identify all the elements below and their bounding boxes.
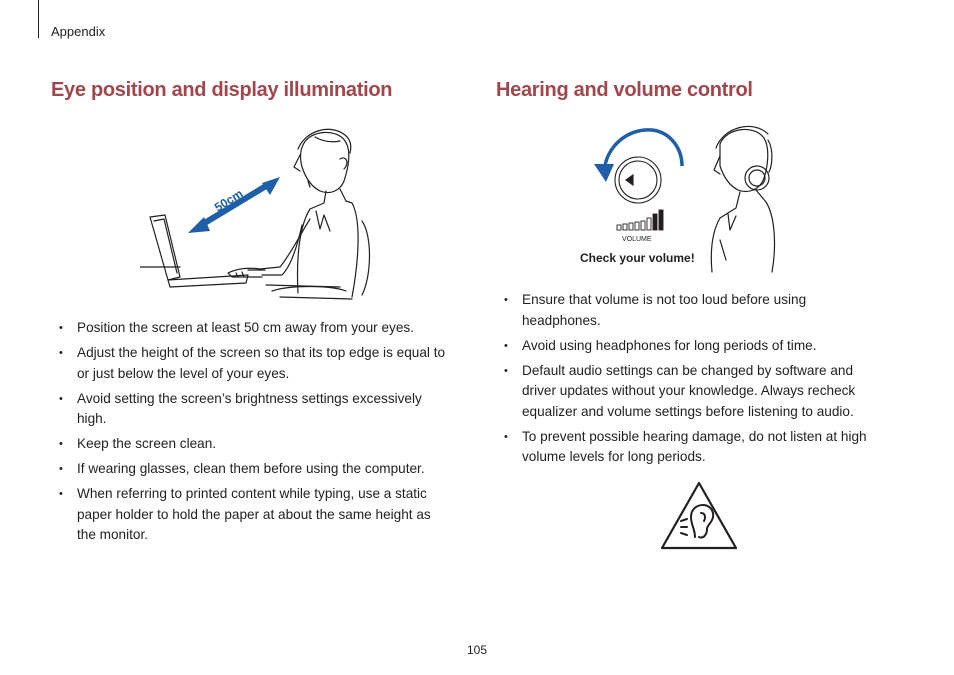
page-number: 105	[466, 643, 488, 657]
list-item	[51, 459, 446, 480]
eye-position-title: Eye position and display illumination	[51, 79, 393, 101]
list-item-text: When referring to printed content while typing, use a static paper holder to hold the paper at about the same height as the monitor.	[77, 486, 431, 542]
hearing-title: Hearing and volume control	[496, 79, 753, 101]
section-label: Appendix	[51, 24, 106, 39]
list-item	[496, 427, 886, 468]
bullet-dot: •	[504, 339, 508, 352]
list-item-text: Avoid using headphones for long periods of time.	[522, 337, 817, 353]
distance-label: 50cm	[211, 186, 246, 215]
volume-label: VOLUME	[622, 236, 652, 243]
bullet-dot: •	[59, 463, 63, 475]
list-item-text: Keep the screen clean.	[77, 436, 217, 451]
bullet-dot: •	[59, 322, 63, 334]
list-item	[51, 318, 446, 339]
list-item	[51, 343, 446, 384]
list-item-text: Position the screen at least 50 cm away from your eyes.	[77, 320, 414, 335]
bullet-dot: •	[59, 392, 63, 405]
person-with-headphones	[711, 126, 774, 272]
bullet-dot: •	[504, 430, 508, 443]
list-item-text: Avoid setting the screen’s brightness settings excessively high.	[77, 390, 422, 426]
list-item	[51, 389, 446, 430]
volume-knob	[615, 157, 661, 203]
list-item	[51, 434, 446, 455]
list-item-text: Ensure that volume is not too loud before using headphones.	[522, 292, 807, 328]
list-item	[496, 290, 886, 331]
bullet-dot: •	[59, 347, 63, 359]
list-item	[496, 361, 886, 423]
bullet-dot: •	[59, 488, 63, 500]
hearing-list	[496, 290, 886, 472]
eye-distance-illustration	[140, 125, 372, 305]
header-divider	[38, 0, 39, 38]
bullet-dot: •	[59, 438, 63, 450]
list-item	[51, 484, 446, 546]
volume-rotate-arrow	[594, 130, 682, 182]
bullet-dot: •	[504, 294, 508, 306]
list-item-text: Default audio settings can be changed by software and driver updates without your knowledge. Always recheck equalizer and volume settings before listening to audio.	[522, 362, 856, 419]
eye-position-list	[51, 318, 446, 550]
volume-caption: Check your volume!	[580, 251, 695, 265]
bullet-dot: •	[504, 364, 508, 377]
list-item	[496, 336, 886, 357]
hearing-warning-icon	[659, 479, 739, 551]
list-item-text: Adjust the height of the screen so that its top edge is equal to or just below the level of your eyes.	[77, 345, 446, 381]
list-item-text: To prevent possible hearing damage, do not listen at high volume levels for long periods.	[522, 428, 867, 464]
list-item-text: If wearing glasses, clean them before using the computer.	[77, 461, 425, 476]
volume-level-bars	[617, 210, 663, 230]
